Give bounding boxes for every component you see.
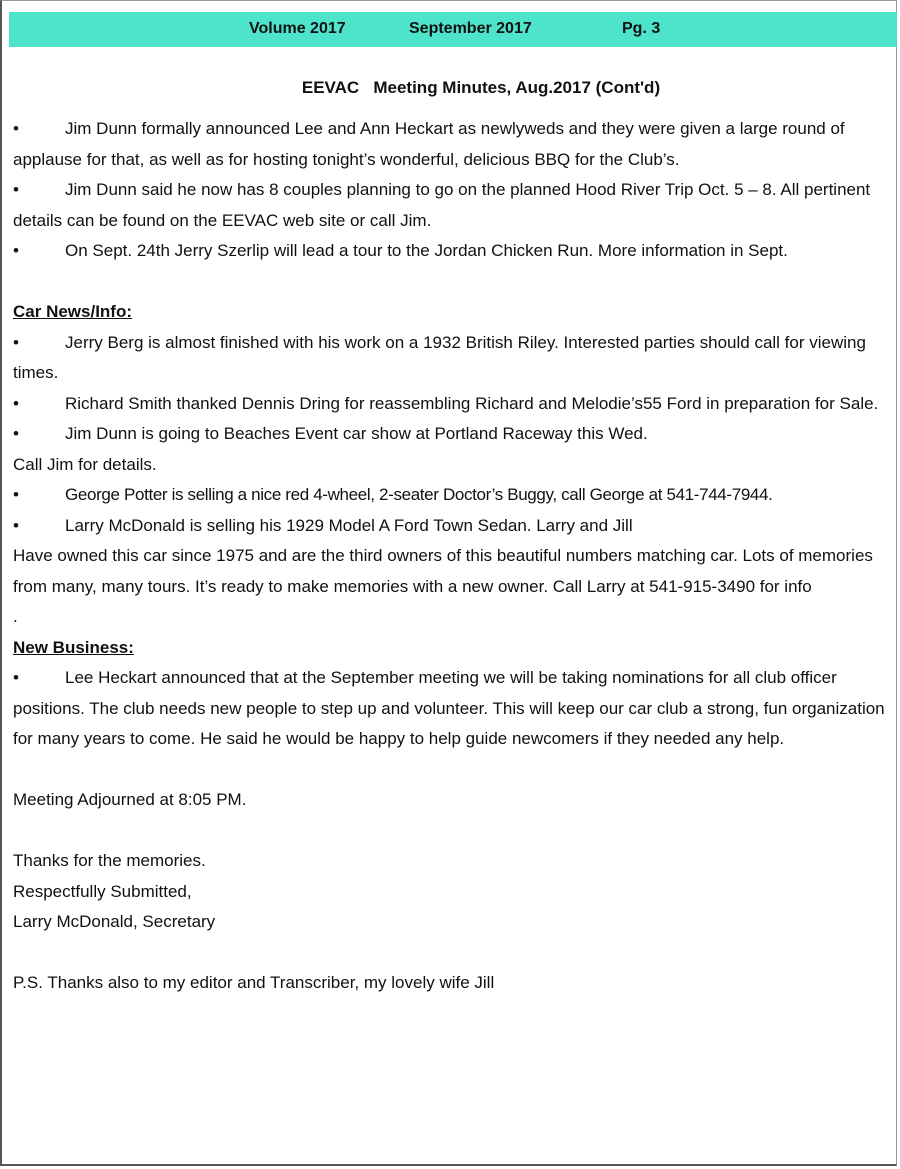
postscript: P.S. Thanks also to my editor and Transcriber, my lovely wife Jill xyxy=(13,973,495,992)
list-item: • Jim Dunn is going to Beaches Event car show at Portland Raceway this Wed. xyxy=(13,419,893,450)
new-business-heading: New Business: xyxy=(13,637,134,657)
stray-dot: . xyxy=(13,607,18,626)
signature-line: Larry McDonald, Secretary xyxy=(13,912,216,931)
closing-line: Respectfully Submitted, xyxy=(13,881,192,901)
list-item: • Jerry Berg is almost finished with his work on a 1932 British Riley. Interested parties should call for viewing times. xyxy=(13,328,893,389)
issue-date: September 2017 xyxy=(409,20,532,37)
list-item: • Jim Dunn formally announced Lee and Ann Heckart as newlyweds and they were given a large round of applause for that, as well as for hosting tonight’s wonderful, delicious BBQ for the Club’s. xyxy=(13,114,893,175)
header-banner xyxy=(9,12,897,47)
list-item: • Jim Dunn said he now has 8 couples planning to go on the planned Hood River Trip Oct. 5 – 8. All pertinent details can be found on the EEVAC web site or call Jim. xyxy=(13,175,893,236)
car-sale-details: Have owned this car since 1975 and are the third owners of this beautiful numbers matching car. Lots of memories from many, many tours. It’s ready to make memories with a new owner. Call Larry at 541-915-3490 for info xyxy=(13,546,873,596)
page-number: Pg. 3 xyxy=(622,20,661,37)
car-news-note: Call Jim for details. xyxy=(13,454,157,474)
list-item: • On Sept. 24th Jerry Szerlip will lead a tour to the Jordan Chicken Run. More information in Sept. xyxy=(13,236,893,267)
volume-label: Volume 2017 xyxy=(249,20,346,37)
minutes-body xyxy=(13,114,893,999)
list-item: • George Potter is selling a nice red 4-wheel, 2-seater Doctor’s Buggy, call George at 541-744-7944. xyxy=(13,480,893,511)
adjourned-note: Meeting Adjourned at 8:05 PM. xyxy=(13,790,247,809)
closing-line: Thanks for the memories. xyxy=(13,851,206,870)
page-title: EEVAC Meeting Minutes, Aug.2017 (Cont'd) xyxy=(301,78,661,97)
list-item: • Richard Smith thanked Dennis Dring for reassembling Richard and Melodie’s55 Ford in preparation for Sale. xyxy=(13,389,893,420)
car-news-heading: Car News/Info: xyxy=(13,302,133,321)
list-item: • Larry McDonald is selling his 1929 Model A Ford Town Sedan. Larry and Jill xyxy=(13,511,893,542)
list-item: • Lee Heckart announced that at the September meeting we will be taking nominations for all club officer positions. The club needs new people to step up and volunteer. This will keep our car club a strong, fun organization for many years to come. He said he would be happy to help guide newcomers if they needed any help. xyxy=(13,663,893,755)
